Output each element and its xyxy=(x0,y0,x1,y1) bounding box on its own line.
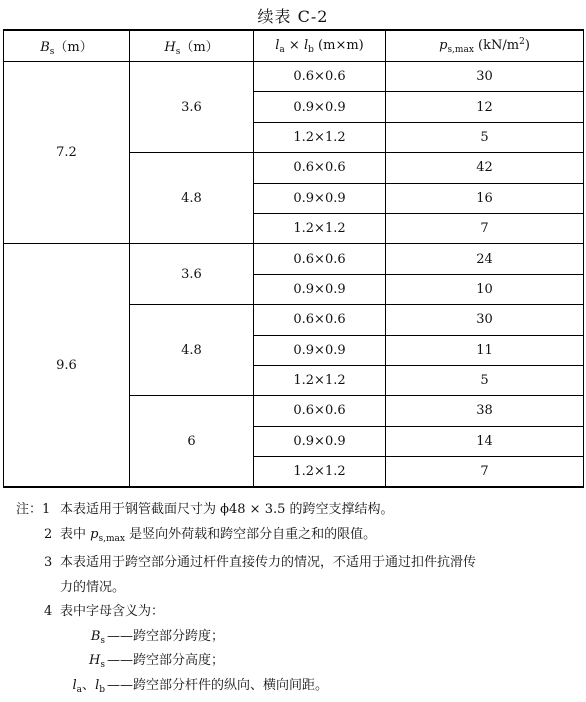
cell-ps-max: 5 xyxy=(386,365,584,395)
cell-spacing: 0.6×0.6 xyxy=(254,62,386,92)
cell-ps-max: 11 xyxy=(386,335,584,365)
definition-symbol: $H_s$ xyxy=(89,649,105,678)
cell-hs: 4.8 xyxy=(130,153,254,244)
cell-ps-max: 16 xyxy=(386,183,584,213)
cell-spacing: 1.2×1.2 xyxy=(254,213,386,243)
cell-ps-max: 7 xyxy=(386,457,584,488)
cell-ps-max: 30 xyxy=(386,62,584,92)
definition-text: ——跨空部分杆件的纵向、横向间距。 xyxy=(107,674,328,699)
header-la-lb: $l_a \times l_b$ (m×m) xyxy=(254,30,386,62)
definition-item xyxy=(16,625,582,650)
cell-spacing: 0.9×0.9 xyxy=(254,274,386,304)
data-table xyxy=(3,29,584,488)
cell-hs: 4.8 xyxy=(130,305,254,396)
cell-spacing: 1.2×1.2 xyxy=(254,365,386,395)
note-number: 2 xyxy=(44,523,52,548)
table-row xyxy=(4,62,584,92)
definition-symbol: $B_s$ xyxy=(91,625,105,654)
note-text: 表中 xyxy=(60,527,90,542)
note-symbol-sub: s,max xyxy=(98,534,124,544)
note-symbol: p xyxy=(90,527,98,542)
cell-ps-max: 42 xyxy=(386,153,584,183)
header-hs: $H_s(m)$ xyxy=(130,30,254,62)
cell-bs: 7.2 xyxy=(4,62,130,244)
cell-ps-max: 38 xyxy=(386,396,584,426)
cell-spacing: 0.9×0.9 xyxy=(254,335,386,365)
header-ps-max: $p_{s,max}$ $(kN/m^2)$ xyxy=(386,30,584,62)
note-4 xyxy=(16,600,582,625)
cell-bs: 9.6 xyxy=(4,244,130,488)
definition-text: ——跨空部分高度； xyxy=(107,649,224,674)
cell-ps-max: 30 xyxy=(386,305,584,335)
note-number: 1 xyxy=(42,498,50,523)
cell-ps-max: 24 xyxy=(386,244,584,274)
note-prefix: 注： xyxy=(16,498,42,523)
cell-hs: 6 xyxy=(130,396,254,488)
note-text: 表中字母含义为： xyxy=(60,604,164,619)
cell-ps-max: 14 xyxy=(386,426,584,456)
notes-section xyxy=(16,498,582,698)
note-number: 4 xyxy=(44,600,52,625)
cell-spacing: 1.2×1.2 xyxy=(254,122,386,152)
cell-spacing: 0.9×0.9 xyxy=(254,426,386,456)
definition-item xyxy=(16,649,582,674)
table-row xyxy=(4,244,584,274)
definition-la-lb xyxy=(16,674,582,699)
cell-spacing: 0.9×0.9 xyxy=(254,183,386,213)
cell-spacing: 0.6×0.6 xyxy=(254,153,386,183)
cell-spacing: 1.2×1.2 xyxy=(254,457,386,488)
note-text: 是竖向外荷载和跨空部分自重之和的限值。 xyxy=(125,527,376,542)
cell-ps-max: 10 xyxy=(386,274,584,304)
cell-ps-max: 7 xyxy=(386,213,584,243)
note-number: 3 xyxy=(44,551,52,576)
table-caption: 续表 C-2 xyxy=(0,4,586,27)
note-1 xyxy=(16,498,582,523)
cell-spacing: 0.9×0.9 xyxy=(254,92,386,122)
header-bs: $B_s(m)$ xyxy=(4,30,130,62)
note-3 xyxy=(16,551,582,600)
note-text: 本表适用于跨空部分通过杆件直接传力的情况，不适用于通过扣件抗滑传 xyxy=(60,551,582,576)
note-2 xyxy=(16,523,582,552)
cell-hs: 3.6 xyxy=(130,244,254,305)
definition-symbol: $l_a$、$l_b$ xyxy=(73,674,106,702)
note-text: 力的情况。 xyxy=(60,576,582,601)
cell-spacing: 0.6×0.6 xyxy=(254,305,386,335)
cell-spacing: 0.6×0.6 xyxy=(254,396,386,426)
cell-ps-max: 5 xyxy=(386,122,584,152)
note-text: 本表适用于钢管截面尺寸为 ϕ48 × 3.5 的跨空支撑结构。 xyxy=(60,502,394,517)
cell-hs: 3.6 xyxy=(130,62,254,153)
definition-text: ——跨空部分跨度； xyxy=(107,625,224,650)
cell-spacing: 0.6×0.6 xyxy=(254,244,386,274)
table-header-row xyxy=(4,30,584,62)
cell-ps-max: 12 xyxy=(386,92,584,122)
